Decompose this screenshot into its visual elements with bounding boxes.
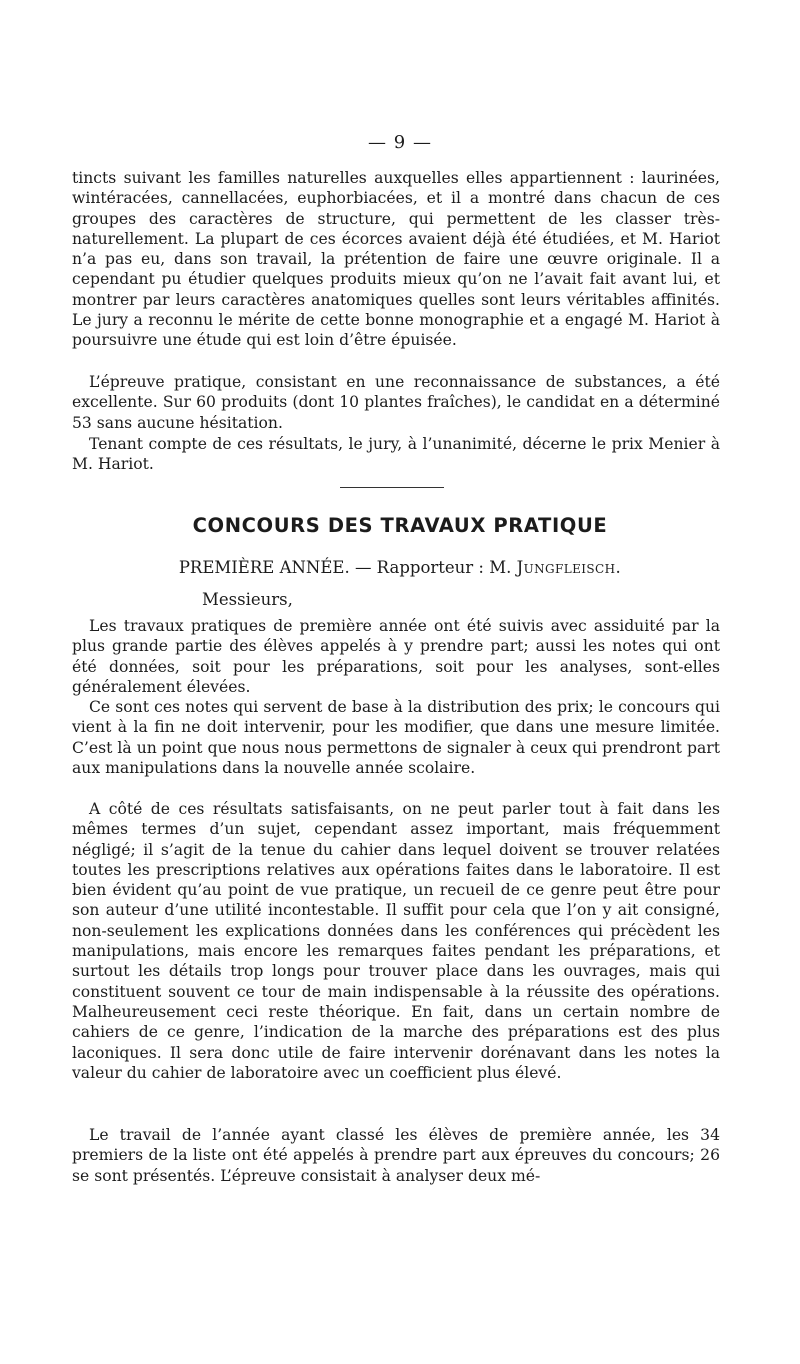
section-subtitle bbox=[0, 558, 800, 577]
paragraph-travaux: Les travaux pratiques de première année ont été suivis avec assiduité par la plus grande partie des élèves appelés à y prendre part; aussi les notes qui ont été données, soit pour les préparations, soit pour les analyses, sont-elles généralement élevées. bbox=[72, 617, 720, 696]
paragraph-award: Tenant compte de ces résultats, le jury, à l’unanimité, décerne le prix Menier à M. Hariot. bbox=[72, 435, 720, 474]
paragraph-intro: tincts suivant les familles naturelles auxquelles elles appartiennent : laurinées, wintéracées, cannellacées, euphorbiacées, et il a montré dans chacun de ces groupes des caractères de structure, qui permettent de les classer très-naturellement. La plupart de ces écorces avaient déjà été étudiées, et M. Hariot n’a pas eu, dans son travail, la prétention de faire une œuvre originale. Il a cependant pu étudier quelques produits mieux qu’on ne l’avait fait avant lui, et montrer par leurs caractères anatomiques quelles sont leurs véritables affinités. Le jury a reconnu le mérite de cette bonne monographie et a engagé M. Hariot à poursuivre une étude qui est loin d’être épuisée. bbox=[72, 169, 720, 350]
section-divider bbox=[340, 487, 444, 488]
section-title: CONCOURS DES TRAVAUX PRATIQUE bbox=[192, 514, 608, 537]
page-number: — 9 — bbox=[368, 132, 432, 153]
paragraph-classement: Le travail de l’année ayant classé les élèves de première année, les 34 premiers de la liste ont été appelés à prendre part aux épreuves du concours; 26 se sont présentés. L’épreuve consistait à analyser deux mé- bbox=[72, 1126, 720, 1185]
paragraph-practical-test: L’épreuve pratique, consistant en une reconnaissance de substances, a été excellente. Sur 60 produits (dont 10 plantes fraîches), le candidat en a déterminé 53 sans aucune hésitation. bbox=[72, 373, 720, 432]
rapporteur-name: Jungfleisch. bbox=[516, 558, 622, 577]
subtitle-prefix: PREMIÈRE ANNÉE. — Rapporteur : M. bbox=[178, 558, 512, 577]
paragraph-cahier: A côté de ces résultats satisfaisants, on ne peut parler tout à fait dans les mêmes termes d’un sujet, cependant assez important, mais fréquemment négligé; il s’agit de la tenue du cahier dans lequel doivent se trouver relatées toutes les prescriptions relatives aux opérations faites dans le laboratoire. Il est bien évident qu’au point de vue pratique, un recueil de ce genre peut être pour son auteur d’une utilité incontestable. Il suffit pour cela que l’on y ait consigné, non-seulement les explications données dans les conférences qui précèdent les manipulations, mais encore les remarques faites pendant les préparations, et surtout les détails trop longs pour trouver place dans les ouvrages, mais qui constituent souvent ce tour de main indispensable à la réussite des opérations. Malheureusement ceci reste théorique. En fait, dans un certain nombre de cahiers de ce genre, l’indication de la marche des préparations est des plus laconiques. Il sera donc utile de faire intervenir dorénavant dans les notes la valeur du cahier de laboratoire avec un coefficient plus élevé. bbox=[72, 800, 720, 1082]
salutation: Messieurs, bbox=[202, 590, 293, 609]
paragraph-notes: Ce sont ces notes qui servent de base à la distribution des prix; le concours qui vient à la fin ne doit intervenir, pour les modifier, que dans une mesure limitée. C’est là un point que nous nous permettons de signaler à ceux qui prendront part aux manipulations dans la nouvelle année scolaire. bbox=[72, 698, 720, 777]
